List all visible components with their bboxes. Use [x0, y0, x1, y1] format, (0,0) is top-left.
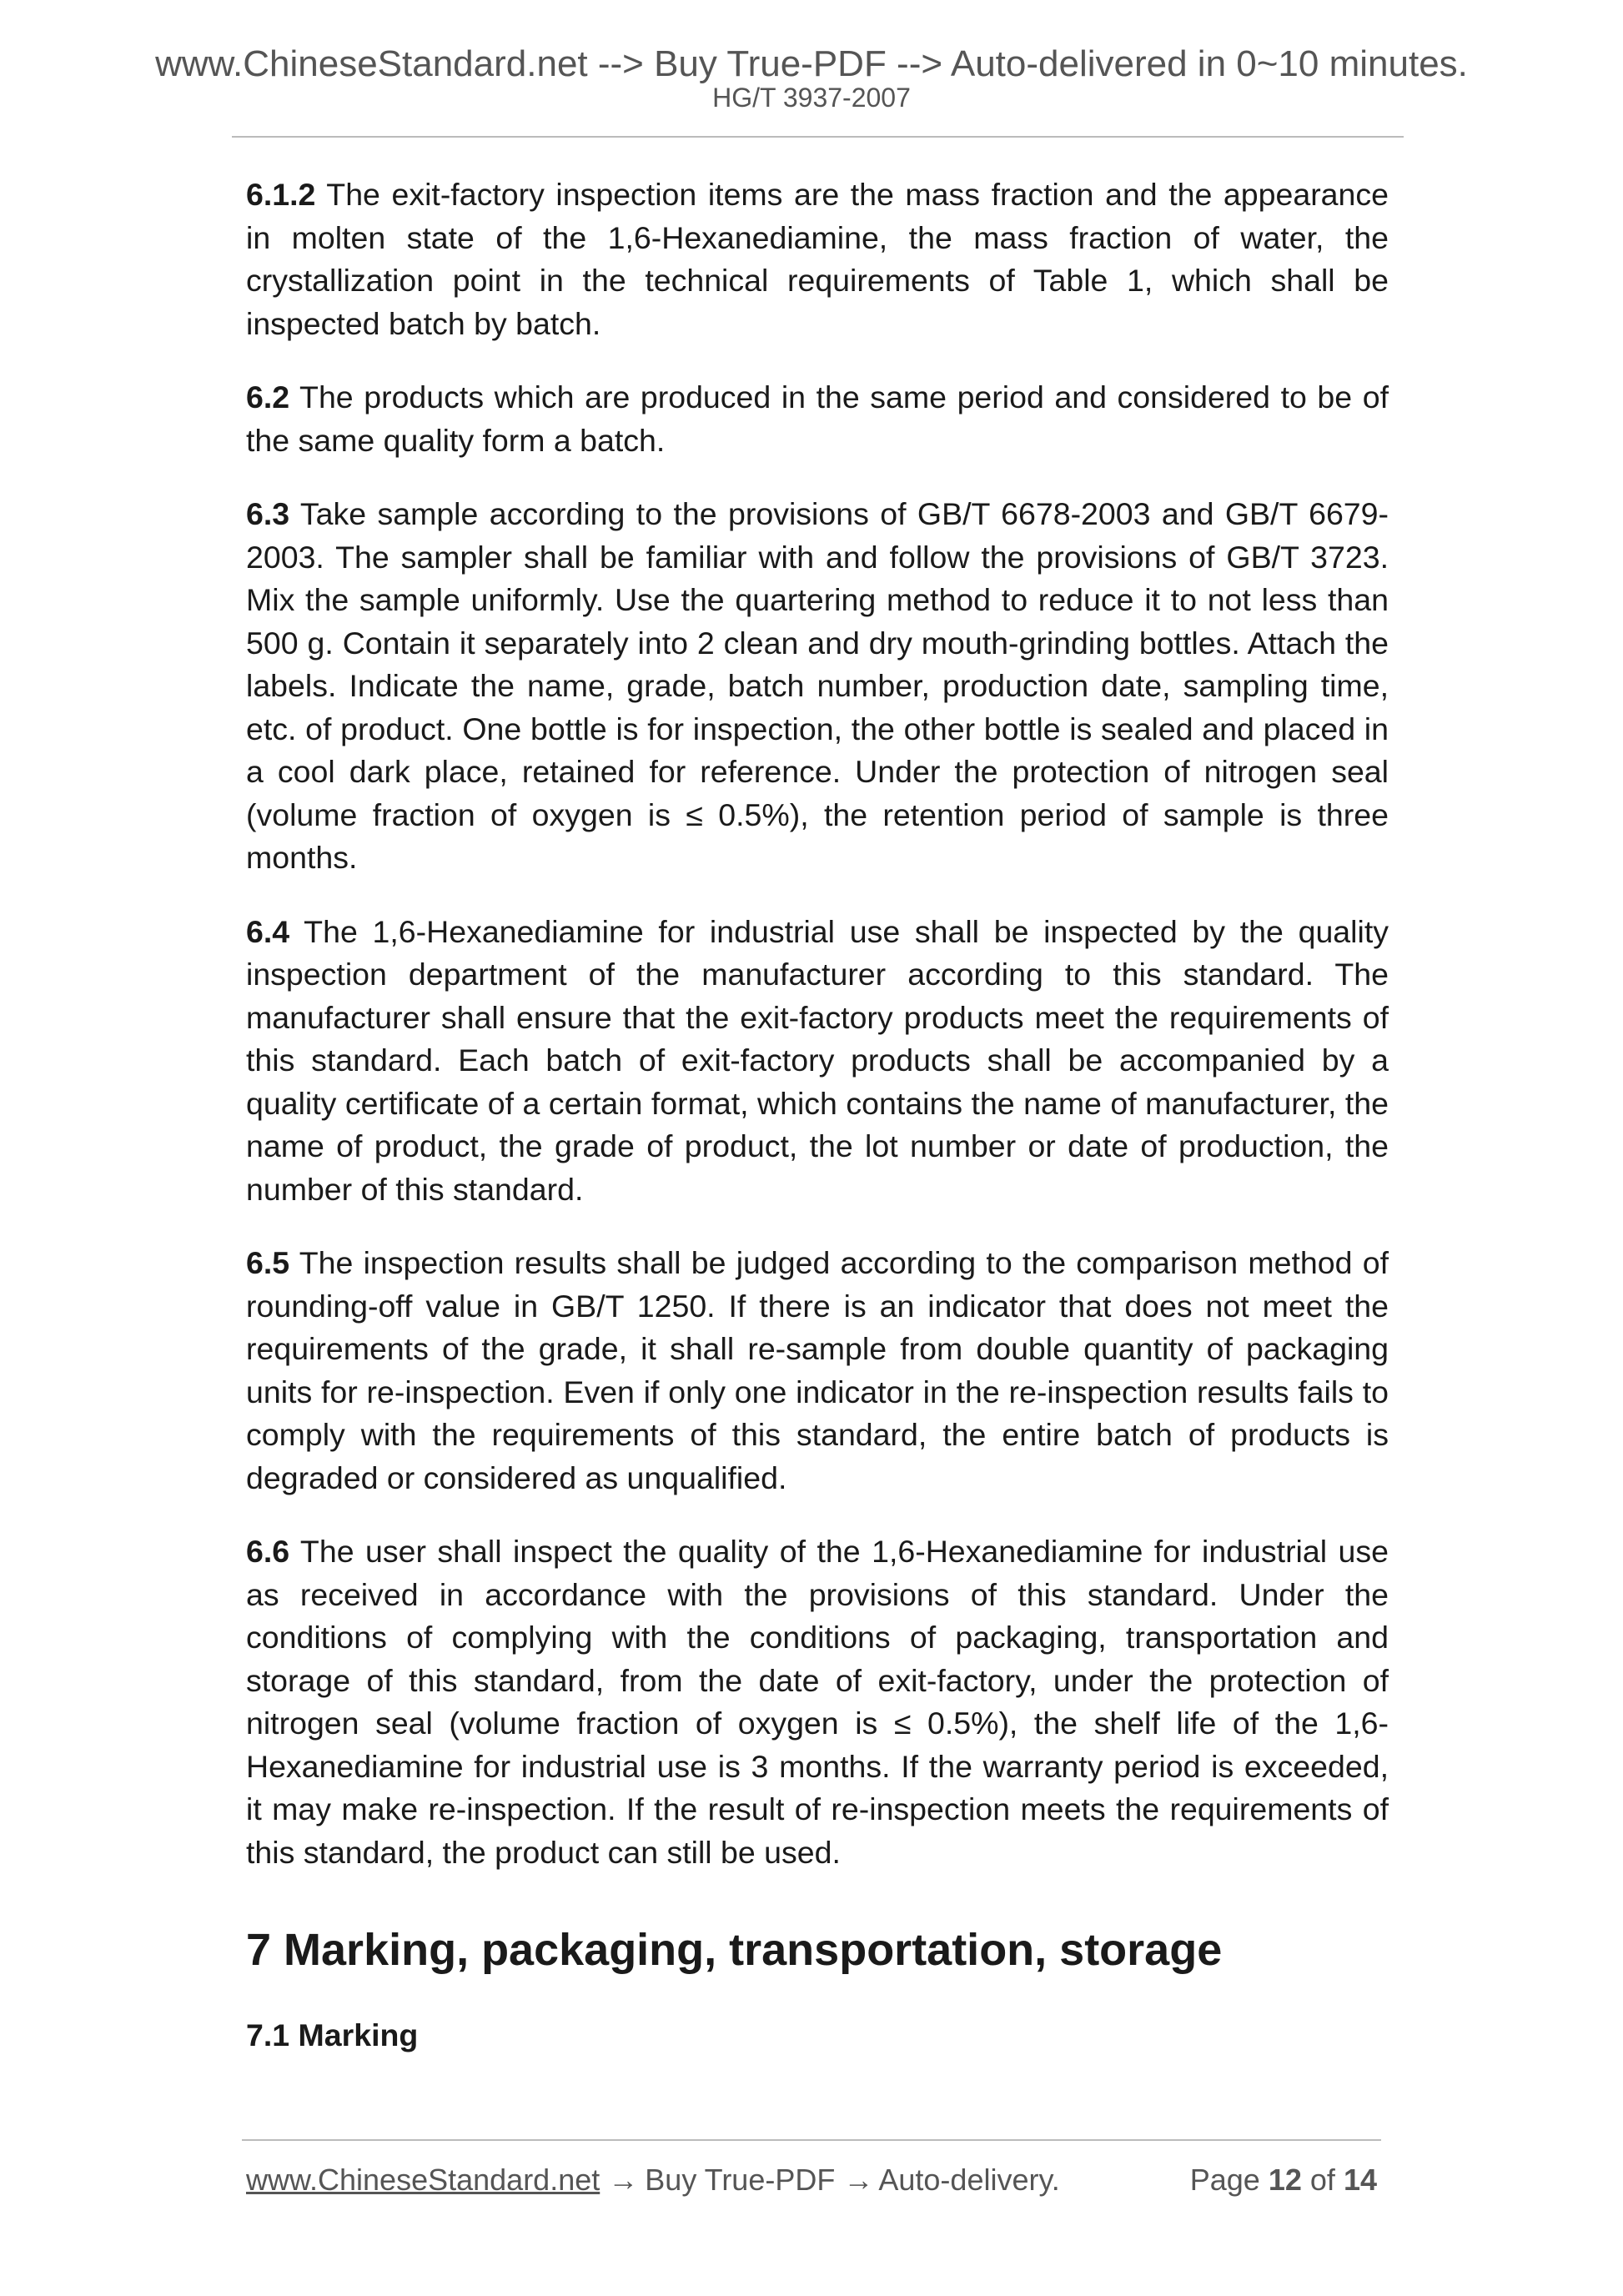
clause-6-1-2 [246, 173, 1389, 345]
clause-number: 6.3 [246, 496, 290, 531]
clause-number: 6.2 [246, 379, 290, 414]
subsection-heading: 7.1 Marking [246, 2017, 419, 2052]
header-banner: www.ChineseStandard.net --> Buy True-PDF --> Auto-delivered in 0~10 minutes. [155, 43, 1468, 84]
clause-6-4 [246, 911, 1389, 1212]
section-heading: 7 Marking, packaging, transportation, storage [246, 1925, 1223, 1975]
clause-6-3 [246, 493, 1389, 880]
site-link[interactable]: www.ChineseStandard.net [246, 2163, 600, 2197]
clause-number: 6.4 [246, 913, 290, 949]
header-divider [232, 136, 1404, 138]
clause-text: The products which are produced in the same period and considered to be of the same quality form a batch. [246, 379, 1389, 458]
footer-divider [242, 2139, 1381, 2141]
clause-6-5 [246, 1242, 1389, 1500]
clause-text: The inspection results shall be judged according to the comparison method of rounding-off value in GB/T 1250. If there is an indicator that does not meet the requirements of the grade, it shall re-sample from double quantity of packaging units for re-inspection. Even if only one indicator in the re-inspection results fails to comply with the requirements of this standard, the entire batch of products is degraded or considered as unqualified. [246, 1245, 1389, 1495]
current-page-number: 12 [1268, 2163, 1302, 2197]
clause-text: The 1,6-Hexanediamine for industrial use shall be inspected by the quality inspection department of the manufacturer according to this standard. The manufacturer shall ensure that the exit-factory products meet the requirements of this standard. Each batch of exit-factory products shall be accompanied by a quality certificate of a certain format, which contains the name of manufacturer, the name of product, the grade of product, the lot number or date of production, the number of this standard. [246, 913, 1389, 1207]
buy-pdf-text: Buy True-PDF [645, 2163, 836, 2197]
page-label: Page [1189, 2163, 1260, 2197]
clause-number: 6.1.2 [246, 177, 316, 212]
standard-code: HG/T 3937-2007 [712, 83, 911, 113]
document-body [246, 173, 1389, 2056]
footer-links [246, 2162, 1060, 2198]
page-indicator [1190, 2162, 1377, 2198]
clause-6-6 [246, 1530, 1389, 1874]
clause-text: The user shall inspect the quality of the 1,6-Hexanediamine for industrial use as received in accordance with the provisions of this standard. Under the conditions of complying with the conditions of packaging, transportation and storage of this standard, from the date of exit-factory, under the protection of nitrogen seal (volume fraction of oxygen is ≤ 0.5%), the shelf life of the 1,6-Hexanediamine for industrial use is 3 months. If the warranty period is exceeded, it may make re-inspection. If the result of re-inspection meets the requirements of this standard, the product can still be used. [246, 1534, 1389, 1870]
clause-number: 6.6 [246, 1534, 290, 1569]
arrow-right-icon: → [608, 2163, 639, 2197]
clause-text: Take sample according to the provisions of GB/T 6678-2003 and GB/T 6679-2003. The sampler shall be familiar with and follow the provisions of GB/T 3723. Mix the sample uniformly. Use the quartering method to reduce it to not less than 500 g. Contain it separately into 2 clean and dry mouth-grinding bottles. Attach the labels. Indicate the name, grade, batch number, production date, sampling time, etc. of product. One bottle is for inspection, the other bottle is sealed and placed in a cool dark place, retained for reference. Under the protection of nitrogen seal (volume fraction of oxygen is ≤ 0.5%), the retention period of sample is three months. [246, 496, 1389, 875]
total-page-number: 14 [1343, 2163, 1377, 2197]
clause-text: The exit-factory inspection items are the mass fraction and the appearance in molten state of the 1,6-Hexanediamine, the mass fraction of water, the crystallization point in the technical requirements of Table 1, which shall be inspected batch by batch. [246, 177, 1389, 341]
of-label: of [1309, 2163, 1335, 2197]
auto-delivery-text: Auto-delivery. [878, 2163, 1060, 2197]
clause-6-2 [246, 376, 1389, 462]
clause-number: 6.5 [246, 1245, 290, 1280]
arrow-right-icon: → [843, 2163, 874, 2197]
